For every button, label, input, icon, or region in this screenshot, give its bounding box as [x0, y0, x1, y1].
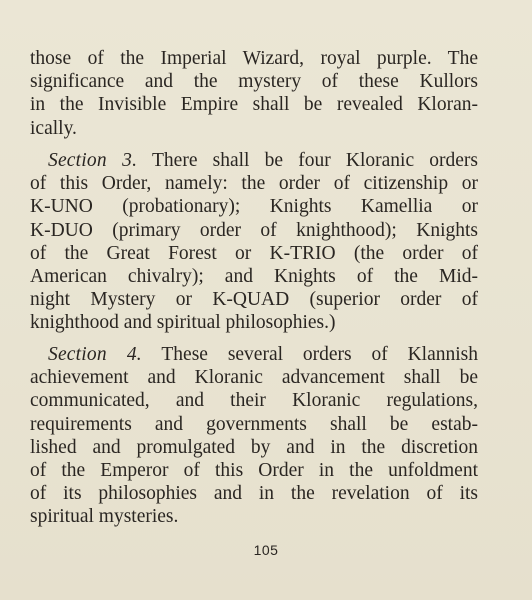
text-line: those of the Imperial Wizard, royal purple. The — [30, 48, 478, 69]
text-line: ically. — [30, 117, 77, 139]
text-line: lished and promulgated by and in the discretion — [30, 436, 478, 458]
text-line: communicated, and their Kloranic regulations, — [30, 390, 478, 412]
text-fragment: There shall be four Kloranic orders — [137, 150, 478, 171]
paragraph-section-4 — [30, 343, 478, 529]
text-line: of this Order, namely: the order of citizenship or — [30, 173, 478, 195]
text-line: of the Emperor of this Order in the unfoldment — [30, 460, 478, 482]
text-line: night Mystery or K-QUAD (superior order of — [30, 289, 478, 311]
text-line: K-DUO (primary order of knighthood); Knights — [30, 219, 478, 241]
text-line: knighthood and spiritual philosophies.) — [30, 312, 336, 334]
section-first-line — [30, 343, 478, 366]
text-line: of its philosophies and in the revelation of its — [30, 483, 478, 505]
text-line: achievement and Kloranic advancement shall be — [30, 367, 478, 389]
section-label: Section 3. — [48, 150, 138, 171]
page-number: 105 — [253, 542, 279, 558]
text-line: of the Great Forest or K-TRIO (the order of — [30, 242, 478, 264]
text-line: significance and the mystery of these Kullors — [30, 71, 478, 93]
text-fragment: These several orders of Klannish — [141, 344, 478, 365]
text-line: spiritual mysteries. — [30, 506, 179, 528]
paragraph-section-3 — [30, 149, 478, 335]
text-line: K-UNO (probationary); Knights Kamellia or — [30, 196, 478, 218]
text-line: American chivalry); and Knights of the Mid- — [30, 266, 478, 288]
text-line: requirements and governments shall be estab- — [30, 413, 478, 435]
section-label: Section 4. — [48, 344, 142, 365]
paragraph-intro — [30, 47, 478, 140]
section-first-line — [30, 149, 478, 172]
text-line: in the Invisible Empire shall be revealed Kloran- — [30, 94, 478, 116]
